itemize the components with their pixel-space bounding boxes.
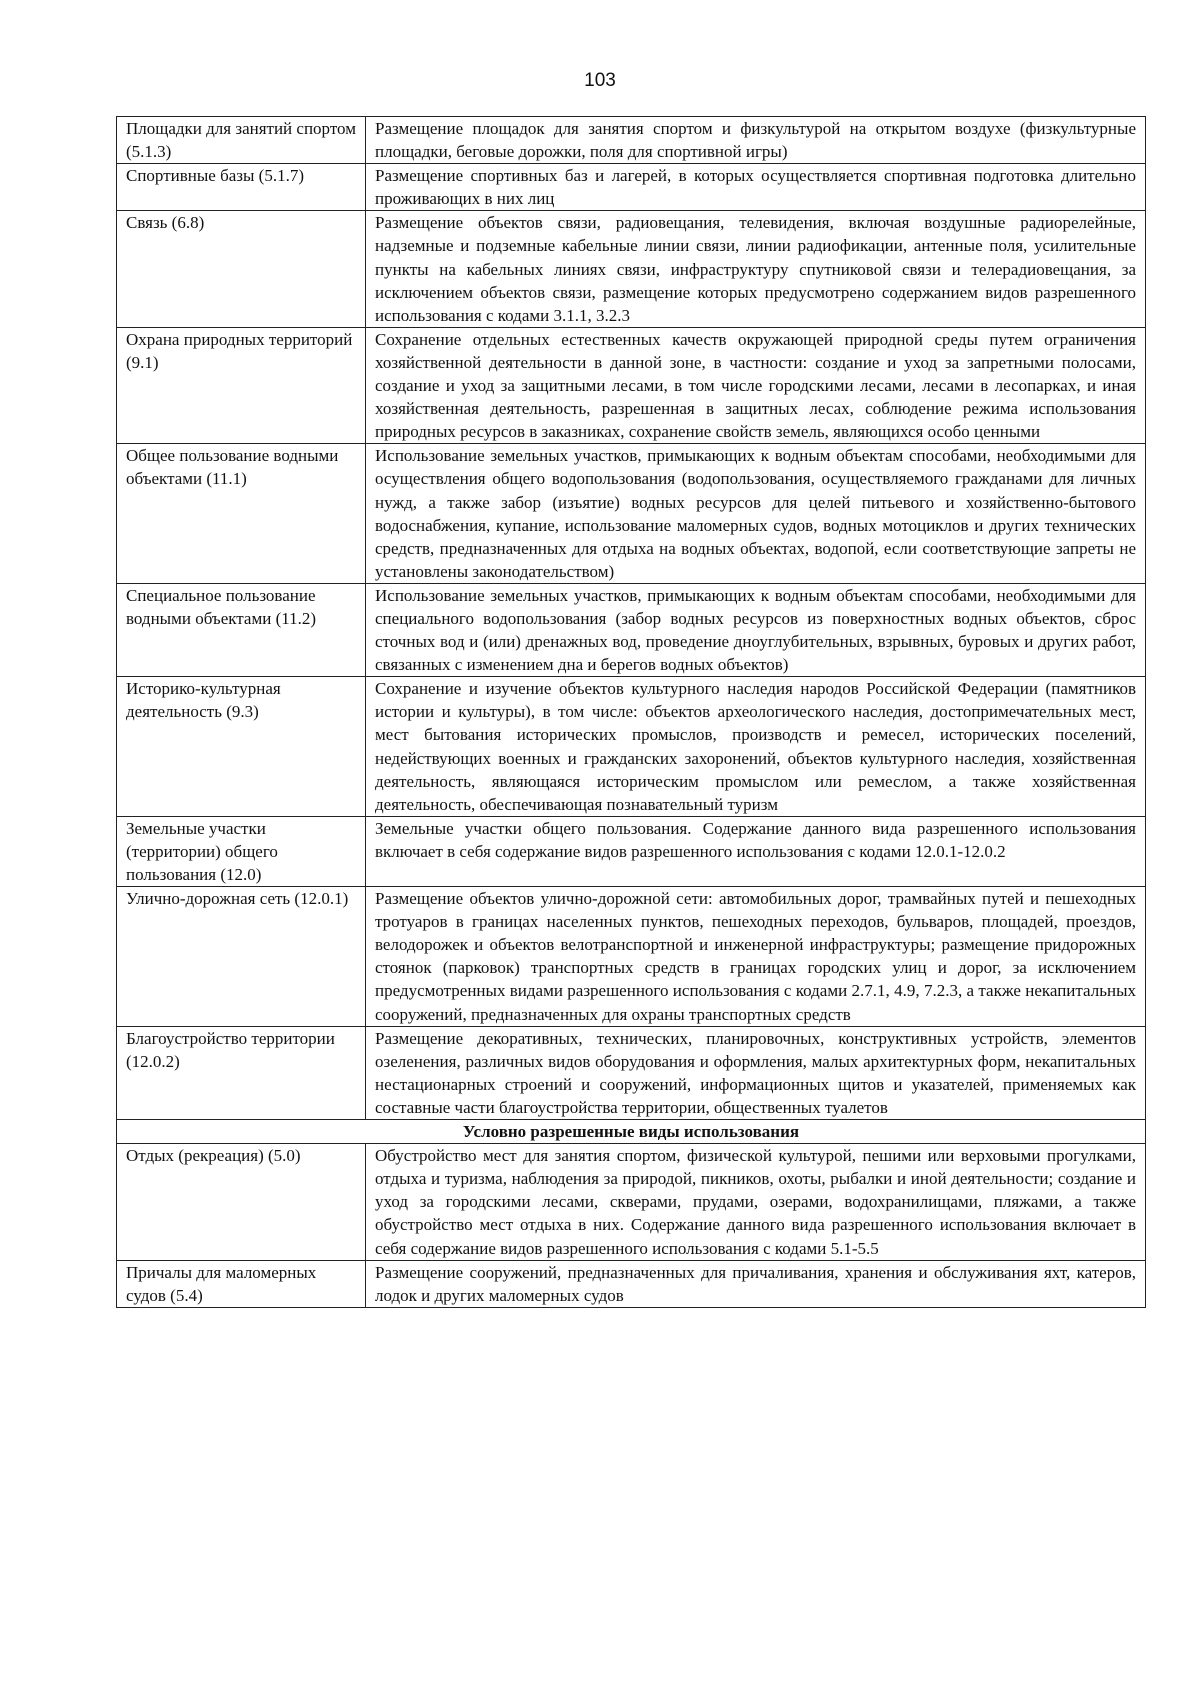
table-row (117, 816, 1146, 886)
use-type-name: Улично-дорожная сеть (12.0.1) (117, 887, 366, 1027)
table-row (117, 164, 1146, 211)
use-type-name: Охрана природных территорий (9.1) (117, 327, 366, 443)
use-type-description: Размещение объектов улично-дорожной сети: автомобильных дорог, трамвайных путей и пешеходных тротуаров в границах населенных пунктов, пешеходных переходов, бульваров, площадей, проездов, велодорожек и объектов велотранспортной и инженерной инфраструктуры; размещение придорожных стоянок (парковок) транспортных средств в границах городских улиц и дорог, за исключением предусмотренных видами разрешенного использования с кодами 2.7.1, 4.9, 7.2.3, а также некапитальных сооружений, предназначенных для охраны транспортных средств (366, 887, 1146, 1027)
use-type-name: Благоустройство территории (12.0.2) (117, 1026, 366, 1119)
use-type-description: Размещение спортивных баз и лагерей, в которых осуществляется спортивная подготовка длительно проживающих в них лиц (366, 164, 1146, 211)
use-type-description: Обустройство мест для занятия спортом, физической культурой, пешими или верховыми прогулками, отдыха и туризма, наблюдения за природой, пикников, охоты, рыбалки и иной деятельности; создание и уход за городскими лесами, скверами, прудами, озерами, водохранилищами, пляжами, а также обустройство мест отдыха в них. Содержание данного вида разрешенного использования включает в себя содержание видов разрешенного использования с кодами 5.1-5.5 (366, 1144, 1146, 1260)
use-type-description: Размещение декоративных, технических, планировочных, конструктивных устройств, элементов озеленения, различных видов оборудования и оформления, малых архитектурных форм, некапитальных нестационарных строений и сооружений, информационных щитов и указателей, применяемых как составные части благоустройства территории, общественных туалетов (366, 1026, 1146, 1119)
use-type-name: Специальное пользование водными объектами (11.2) (117, 583, 366, 676)
use-type-description: Размещение сооружений, предназначенных для причаливания, хранения и обслуживания яхт, катеров, лодок и других маломерных судов (366, 1260, 1146, 1307)
table-row (117, 444, 1146, 584)
use-type-description: Земельные участки общего пользования. Содержание данного вида разрешенного использования включает в себя содержание видов разрешенного использования с кодами 12.0.1-12.0.2 (366, 816, 1146, 886)
table-row (117, 327, 1146, 443)
use-type-name: Площадки для занятий спортом (5.1.3) (117, 117, 366, 164)
use-type-name: Причалы для маломерных судов (5.4) (117, 1260, 366, 1307)
use-type-name: Связь (6.8) (117, 211, 366, 327)
section-header-row (117, 1120, 1146, 1144)
use-type-name: Спортивные базы (5.1.7) (117, 164, 366, 211)
use-type-description: Сохранение и изучение объектов культурного наследия народов Российской Федерации (памятников истории и культуры), в том числе: объектов археологического наследия, достопримечательных мест, мест бытования исторических промыслов, производств и ремесел, исторических поселений, недействующих военных и гражданских захоронений, объектов культурного наследия, хозяйственная деятельность, являющаяся историческим промыслом или ремеслом, а также хозяйственная деятельность, обеспечивающая познавательный туризм (366, 677, 1146, 817)
table-row (117, 677, 1146, 817)
use-type-name: Историко-культурная деятельность (9.3) (117, 677, 366, 817)
table-row (117, 1144, 1146, 1260)
page-number: 103 (584, 70, 616, 91)
table-row (117, 887, 1146, 1027)
use-type-description: Использование земельных участков, примыкающих к водным объектам способами, необходимыми для специального водопользования (забор водных ресурсов из поверхностных водных объектов, сброс сточных вод и (или) дренажных вод, проведение дноуглубительных, взрывных, буровых и других работ, связанных с изменением дна и берегов водных объектов) (366, 583, 1146, 676)
table-row (117, 1260, 1146, 1307)
use-type-description: Сохранение отдельных естественных качеств окружающей природной среды путем ограничения хозяйственной деятельности в данной зоне, в частности: создание и уход за запретными полосами, создание и уход за защитными лесами, в том числе городскими лесами, лесами в лесопарках, и иная хозяйственная деятельность, разрешенная в защитных лесах, соблюдение режима использования природных ресурсов в заказниках, сохранение свойств земель, являющихся особо ценными (366, 327, 1146, 443)
table-row (117, 1026, 1146, 1119)
use-type-description: Размещение объектов связи, радиовещания, телевидения, включая воздушные радиорелейные, надземные и подземные кабельные линии связи, линии радиофикации, антенные поля, усилительные пункты на кабельных линиях связи, инфраструктуру спутниковой связи и телерадиовещания, за исключением объектов связи, размещение которых предусмотрено содержанием видов разрешенного использования с кодами 3.1.1, 3.2.3 (366, 211, 1146, 327)
use-type-description: Размещение площадок для занятия спортом и физкультурой на открытом воздухе (физкультурные площадки, беговые дорожки, поля для спортивной игры) (366, 117, 1146, 164)
section-header: Условно разрешенные виды использования (117, 1120, 1146, 1144)
table-row (117, 117, 1146, 164)
table-row (117, 583, 1146, 676)
land-use-table (116, 116, 1146, 1308)
use-type-description: Использование земельных участков, примыкающих к водным объектам способами, необходимыми для осуществления общего водопользования (водопользования, осуществляемого гражданами для личных нужд, а также забор (изъятие) водных ресурсов для целей питьевого и хозяйственно-бытового водоснабжения, купание, использование маломерных судов, водных мотоциклов и других технических средств, предназначенных для отдыха на водных объектах, водопой, если соответствующие запреты не установлены законодательством) (366, 444, 1146, 584)
use-type-name: Общее пользование водными объектами (11.1) (117, 444, 366, 584)
use-type-name: Земельные участки (территории) общего пользования (12.0) (117, 816, 366, 886)
table-row (117, 211, 1146, 327)
use-type-name: Отдых (рекреация) (5.0) (117, 1144, 366, 1260)
